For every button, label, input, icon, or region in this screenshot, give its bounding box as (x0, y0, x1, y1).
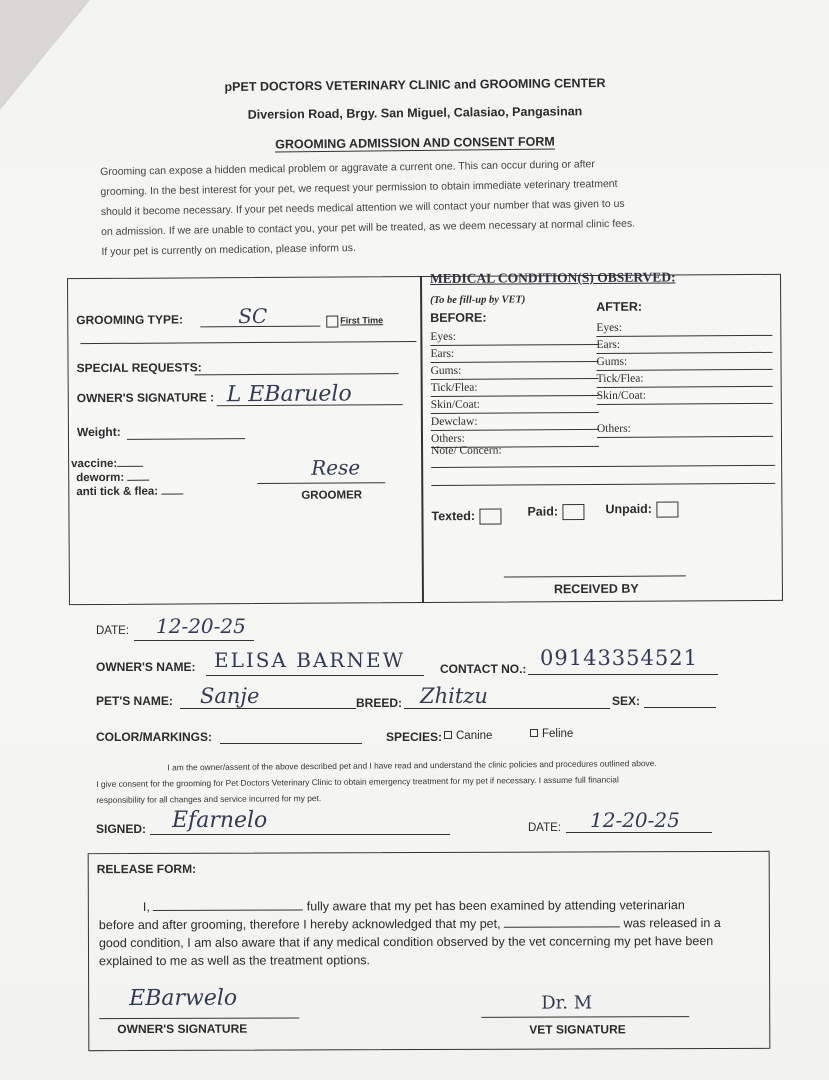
before-label: BEFORE: (430, 310, 487, 325)
intro-line: should it become necessary. If your pet needs medical attention we will contact your number that was given to us (100, 197, 625, 218)
received-by-label: RECEIVED BY (553, 581, 639, 597)
contact-label: CONTACT NO.: (440, 662, 527, 676)
after-label: AFTER: (596, 299, 643, 314)
owner-name-label: OWNER'S NAME: (96, 660, 196, 674)
release-line1-b: fully aware that my pet has been examined by attending veterinarian (306, 898, 685, 914)
release-line-3: good condition, I am also aware that if any medical condition observed by the vet concerning my pet have been (98, 934, 714, 951)
intro-line: Grooming can expose a hidden medical problem or aggravate a current one. This can occur during or after (100, 158, 595, 178)
health-checklist (71, 456, 183, 499)
owner-name-value[interactable]: ELISA BARNEW (214, 648, 406, 672)
weight-line (127, 438, 245, 440)
contact-value[interactable]: 09143354521 (540, 646, 698, 670)
form-title-text: GROOMING ADMISSION AND CONSENT FORM (275, 134, 555, 152)
before-skin-coat[interactable]: Skin/Coat: (431, 396, 599, 414)
breed-label: BREED: (356, 696, 403, 710)
before-eyes[interactable]: Eyes: (430, 328, 598, 346)
vaccine-line (117, 466, 143, 467)
unpaid-row (605, 501, 678, 517)
release-line-2 (99, 914, 765, 934)
intro-paragraph (100, 152, 741, 262)
pet-name-label: PET'S NAME: (96, 694, 173, 708)
sex-line[interactable] (644, 707, 716, 708)
release-line2-a: before and after grooming, therefore I hereby acknowledged that my pet, (98, 916, 501, 933)
contact-line (528, 674, 718, 675)
after-ears[interactable]: Ears: (596, 336, 772, 354)
release-text (99, 896, 765, 970)
special-requests-line (195, 373, 399, 375)
anti-tick-label: anti tick & flea: (76, 485, 159, 499)
sex-label: SEX: (612, 694, 641, 708)
canine-checkbox[interactable] (444, 731, 452, 739)
color-line[interactable] (220, 743, 362, 744)
grooming-type-label: GROOMING TYPE: (76, 312, 183, 328)
release-line2-b: was released in a (623, 915, 721, 931)
date-line (134, 640, 254, 641)
after-skin-coat[interactable]: Skin/Coat: (597, 387, 773, 405)
breed-line (404, 708, 610, 709)
column-divider (420, 277, 423, 602)
owner-sig-label: OWNER'S SIGNATURE (117, 1021, 248, 1037)
signed-date-value[interactable]: 12-20-25 (590, 808, 680, 832)
after-others[interactable]: Others: (597, 420, 773, 438)
before-tick-flea[interactable]: Tick/Flea: (431, 379, 599, 397)
signed-value[interactable]: Efarnelo (172, 808, 268, 833)
consent-paragraph (96, 754, 728, 808)
clinic-address: Diversion Road, Brgy. San Miguel, Calasiao, Pangasinan (247, 104, 583, 122)
vet-sig-value[interactable]: Dr. M (541, 992, 593, 1014)
before-ears[interactable]: Ears: (430, 345, 598, 363)
received-by-line[interactable] (504, 575, 686, 577)
anti-tick-row (71, 484, 183, 499)
date-value[interactable]: 12-20-25 (156, 614, 246, 638)
owner-sig-line (99, 1017, 299, 1019)
feline-label: Feline (542, 728, 574, 740)
paid-row (527, 504, 584, 520)
release-box (88, 851, 771, 1051)
unpaid-checkbox[interactable] (656, 501, 678, 517)
signed-date-label: DATE: (528, 822, 562, 834)
texted-label: Texted: (431, 508, 476, 524)
form-title (150, 133, 680, 153)
groomer-value[interactable]: Rese (311, 455, 361, 480)
release-name-blank[interactable] (153, 897, 303, 911)
note-line-1[interactable] (431, 465, 775, 468)
consent-line: I give consent for the grooming for Pet Doctors Veterinary Clinic to obtain emergency treatment for my pet if necessary. I assume full financial (96, 774, 619, 789)
medical-condition-title: MEDICAL CONDITION(S) OBSERVED: (429, 269, 676, 286)
weight-label: Weight: (76, 424, 121, 440)
release-title: RELEASE FORM: (96, 861, 197, 877)
deworm-line (127, 480, 149, 481)
owner-sig-value[interactable]: EBarwelo (129, 985, 238, 1012)
note-concern-label: Note/ Concern: (431, 444, 502, 457)
before-dewclaw[interactable]: Dewclaw: (431, 413, 599, 431)
page-fold (0, 0, 90, 110)
before-gums[interactable]: Gums: (431, 362, 599, 380)
vet-sig-label: VET SIGNATURE (529, 1022, 626, 1037)
signed-date-line (566, 832, 712, 833)
deworm-row (71, 470, 183, 485)
after-tick-flea[interactable]: Tick/Flea: (597, 370, 773, 388)
after-fields (596, 319, 773, 438)
before-fields (430, 328, 599, 448)
intro-line: If your pet is currently on medication, please inform us. (101, 241, 356, 258)
after-eyes[interactable]: Eyes: (596, 319, 772, 337)
texted-row (431, 509, 501, 525)
vaccine-label: vaccine: (71, 457, 118, 471)
feline-option[interactable] (530, 728, 573, 740)
pet-name-value[interactable]: Sanje (200, 684, 260, 708)
paid-checkbox[interactable] (562, 504, 584, 520)
species-label: SPECIES: (386, 730, 443, 744)
signed-line (150, 834, 450, 835)
intro-line: on admission. If we are unable to contact you, your pet will be treated, as we deem necessary at normal clinic fees. (101, 217, 636, 238)
grooming-type-value[interactable]: SC (238, 303, 268, 329)
groomer-line (257, 482, 385, 484)
admission-box (67, 269, 783, 605)
note-line-2[interactable] (431, 483, 775, 486)
canine-option[interactable] (444, 730, 492, 742)
vet-sig-line (481, 1016, 689, 1018)
first-time-label: First Time (340, 315, 384, 326)
release-line-4: explained to me as well as the treatment options. (99, 953, 371, 969)
breed-value[interactable]: Zhitzu (420, 684, 488, 708)
feline-checkbox[interactable] (530, 729, 538, 737)
owner-name-line (206, 675, 424, 676)
intro-line: grooming. In the best interest for your pet, we request your permission to obtain immediate veterinary treatment (100, 177, 618, 198)
paid-label: Paid: (527, 504, 559, 519)
groomer-label: GROOMER (301, 489, 363, 502)
color-label: COLOR/MARKINGS: (96, 730, 212, 744)
owner-signature-label: OWNER'S SIGNATURE : (76, 390, 215, 406)
before-others[interactable]: Others: (431, 430, 599, 448)
after-gums[interactable]: Gums: (596, 353, 772, 371)
special-requests-label: SPECIAL REQUESTS: (76, 360, 202, 376)
deworm-label: deworm: (76, 471, 125, 485)
vaccine-row (71, 456, 183, 471)
unpaid-label: Unpaid: (605, 501, 653, 517)
consent-line: I am the owner/assent of the above described pet and I have read and understand the clinic policies and procedures outlined above. (167, 758, 657, 773)
release-pet-blank[interactable] (504, 914, 620, 927)
grooming-type-extra-line (80, 341, 416, 344)
texted-checkbox[interactable] (479, 509, 501, 525)
first-time-checkbox[interactable] (326, 316, 338, 328)
vet-subtitle: (To be fill-up by VET) (430, 294, 526, 306)
release-line-1 (99, 896, 765, 916)
clinic-name: pPET DOCTORS VETERINARY CLINIC and GROOMING CENTER (224, 76, 606, 94)
pet-name-line (180, 708, 356, 709)
date-label: DATE: (96, 625, 130, 637)
signed-label: SIGNED: (96, 822, 147, 836)
canine-label: Canine (456, 730, 493, 742)
anti-tick-line (161, 493, 183, 494)
release-line1-a: I, (142, 899, 150, 914)
owner-signature-value[interactable]: L EBaruelo (226, 381, 352, 408)
consent-line: responsibility for all changes and service incurred for my pet. (96, 793, 322, 805)
